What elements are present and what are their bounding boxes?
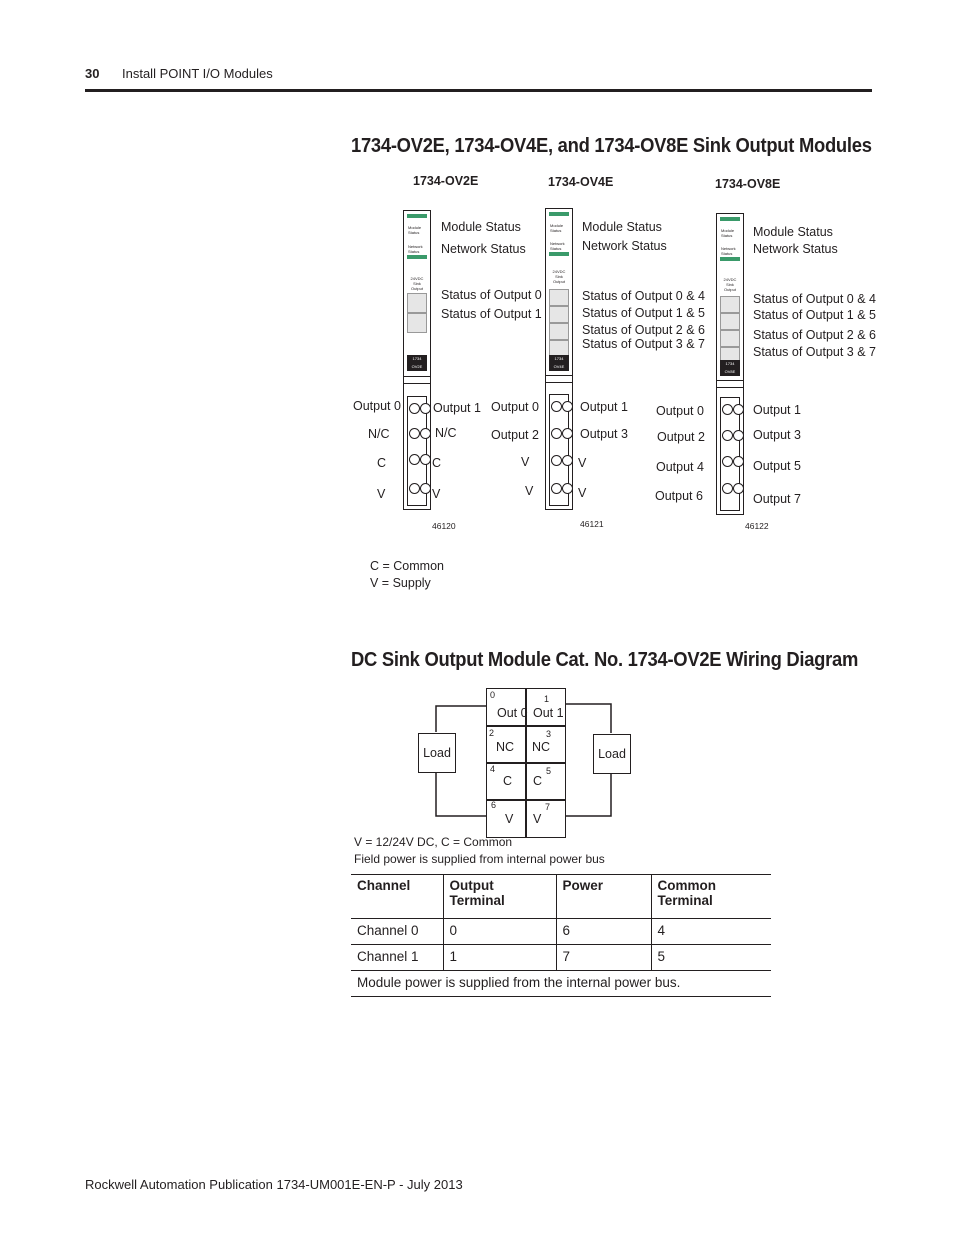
face-network-status: Network Status — [408, 244, 423, 254]
terminal-label-left: N/C — [368, 427, 390, 441]
terminal-number: 1 — [544, 694, 550, 704]
terminal-number: 0 — [490, 690, 496, 700]
table-footnote: Module power is supplied from the internal power bus. — [351, 971, 771, 997]
terminal-label-left: V — [525, 484, 534, 498]
terminal-label-right: Output 1 — [433, 401, 481, 415]
terminal-label-left: V — [521, 455, 530, 469]
face-catalog-number: 1734 OV2E — [407, 355, 427, 371]
callout-output-status: Status of Output 3 & 7 — [582, 337, 705, 351]
terminal-label: NC — [496, 740, 515, 754]
callout-network-status: Network Status — [753, 242, 838, 256]
table-cell: 0 — [443, 919, 556, 945]
module-title-ov2e: 1734-OV2E — [413, 174, 479, 188]
terminal-label-left: Output 6 — [655, 489, 703, 503]
terminal-label-right: Output 5 — [753, 459, 801, 473]
callout-output-status: Status of Output 0 & 4 — [753, 292, 876, 306]
callout-output-status: Status of Output 2 & 6 — [753, 328, 876, 342]
table-cell: Channel 0 — [351, 919, 443, 945]
face-module-type: 24VDC Sink Output — [410, 276, 424, 291]
face-catalog-number: 1734 OV4E — [549, 355, 569, 371]
face-network-status: Network Status — [721, 246, 736, 256]
callout-module-status: Module Status — [582, 220, 662, 234]
terminal-label-left: Output 0 — [491, 400, 539, 414]
terminal-number: 7 — [545, 802, 551, 812]
column-header: Power — [556, 875, 651, 919]
terminal-label-left: Output 4 — [656, 460, 704, 474]
callout-module-status: Module Status — [441, 220, 521, 234]
face-module-status: Module Status — [550, 223, 564, 233]
terminal-label-left: Output 0 — [656, 404, 704, 418]
terminal-label-left: Output 0 — [353, 399, 401, 413]
page-number: 30 — [85, 66, 100, 81]
column-header: Output Terminal — [443, 875, 556, 919]
terminal-label-right: Output 7 — [753, 492, 801, 506]
terminal-label: NC — [532, 740, 551, 754]
callout-network-status: Network Status — [441, 242, 526, 256]
terminal-label-left: V — [377, 487, 386, 501]
table-row — [351, 945, 771, 971]
face-module-type: 24VDC Sink Output — [552, 269, 566, 284]
callout-output-status: Status of Output 0 — [441, 288, 542, 302]
load-right: Load — [593, 734, 631, 774]
running-header: Install POINT I/O Modules — [122, 66, 273, 81]
terminal-label-right: C — [432, 456, 442, 470]
callout-network-status: Network Status — [582, 239, 667, 253]
table-row — [351, 919, 771, 945]
terminal-number: 4 — [490, 764, 496, 774]
legend-common: C = Common — [370, 559, 444, 573]
face-catalog-number: 1734 OV8E — [720, 360, 740, 376]
terminal-label: Out 1 — [533, 706, 564, 720]
terminal-label: V — [533, 812, 542, 826]
figure-number: 46120 — [432, 521, 456, 531]
table-cell: 7 — [556, 945, 651, 971]
page-footer: Rockwell Automation Publication 1734-UM001E-EN-P - July 2013 — [85, 1177, 463, 1192]
terminal-label-left: Output 2 — [491, 428, 539, 442]
terminal-number: 3 — [546, 729, 552, 739]
table-cell: 4 — [651, 919, 771, 945]
terminal-row-divider — [486, 762, 565, 764]
column-header: Channel — [351, 875, 443, 919]
face-module-type: 24VDC Sink Output — [723, 277, 737, 292]
table-footnote-row — [351, 971, 771, 997]
figure-number: 46122 — [745, 521, 769, 531]
callout-output-status: Status of Output 3 & 7 — [753, 345, 876, 359]
terminal-label-right: Output 3 — [753, 428, 801, 442]
wiring-note-power: Field power is supplied from internal power bus — [354, 852, 605, 866]
callout-output-status: Status of Output 2 & 6 — [582, 323, 705, 337]
table-cell: 5 — [651, 945, 771, 971]
terminal-label-right: V — [578, 486, 587, 500]
section-heading-modules: 1734-OV2E, 1734-OV4E, and 1734-OV8E Sink Output Modules — [351, 135, 872, 157]
terminal-number: 2 — [489, 728, 495, 738]
table-cell: 6 — [556, 919, 651, 945]
terminal-label-right: V — [578, 456, 587, 470]
face-network-status: Network Status — [550, 241, 565, 251]
wiring-note-voltage: V = 12/24V DC, C = Common — [354, 835, 513, 849]
terminal-row-divider — [486, 725, 565, 727]
terminal-label-right: Output 1 — [580, 400, 628, 414]
terminal-number: 6 — [491, 800, 497, 810]
callout-output-status: Status of Output 1 — [441, 307, 542, 321]
terminal-label-right: N/C — [435, 426, 457, 440]
load-left: Load — [418, 733, 456, 773]
terminal-label: C — [503, 774, 513, 788]
face-module-status: Module Status — [408, 225, 422, 235]
face-module-status: Module Status — [721, 228, 735, 238]
figure-number: 46121 — [580, 519, 604, 529]
terminal-label-left: Output 2 — [657, 430, 705, 444]
callout-module-status: Module Status — [753, 225, 833, 239]
terminal-label: Out 0 — [497, 706, 528, 720]
callout-output-status: Status of Output 1 & 5 — [582, 306, 705, 320]
section-heading-wiring: DC Sink Output Module Cat. No. 1734-OV2E Wiring Diagram — [351, 649, 859, 671]
legend-supply: V = Supply — [370, 576, 431, 590]
table-cell: 1 — [443, 945, 556, 971]
terminal-label: C — [533, 774, 543, 788]
table-header-row — [351, 875, 771, 919]
module-title-ov8e: 1734-OV8E — [715, 177, 781, 191]
module-title-ov4e: 1734-OV4E — [548, 175, 614, 189]
terminal-label-left: C — [377, 456, 387, 470]
column-header: Common Terminal — [651, 875, 771, 919]
terminal-label-right: V — [432, 487, 441, 501]
terminal-label-right: Output 1 — [753, 403, 801, 417]
channel-terminal-table — [351, 874, 771, 997]
callout-output-status: Status of Output 0 & 4 — [582, 289, 705, 303]
table-cell: Channel 1 — [351, 945, 443, 971]
terminal-label-right: Output 3 — [580, 427, 628, 441]
terminal-number: 5 — [546, 766, 552, 776]
terminal-label: V — [505, 812, 514, 826]
terminal-row-divider — [486, 799, 565, 801]
callout-output-status: Status of Output 1 & 5 — [753, 308, 876, 322]
